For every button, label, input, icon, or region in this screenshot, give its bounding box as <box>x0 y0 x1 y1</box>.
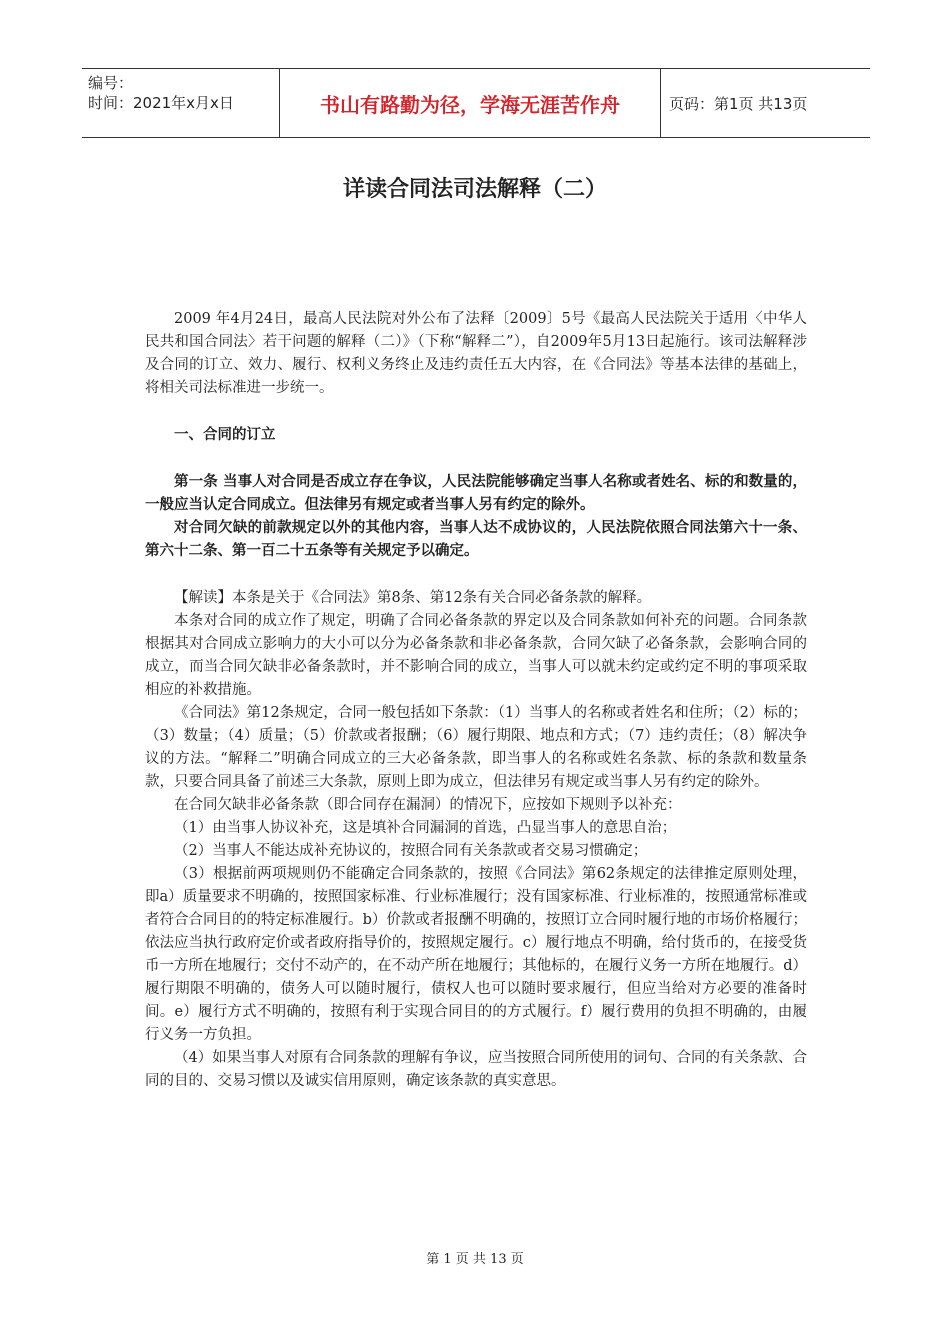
rule-item: （3）根据前两项规则仍不能确定合同条款的，按照《合同法》第62条规定的法律推定原则处理，即a）质量要求不明确的，按照国家标准、行业标准履行；没有国家标准、行业标准的，按照通常标准或者符合合同目的的特定标准履行。b）价款或者报酬不明确的，按照订立合同时履行地的市场价格履行；依法应当执行政府定价或者政府指导价的，按照规定履行。c）履行地点不明确，给付货币的，在接受货币一方所在地履行；交付不动产的，在不动产所在地履行；其他标的，在履行义务一方所在地履行。d）履行期限不明确的，债务人可以随时履行，债权人也可以随时要求履行，但应当给对方必要的准备时间。e）履行方式不明确的，按照有利于实现合同目的的方式履行。f）履行费用的负担不明确的，由履行义务一方负担。 <box>145 866 807 1043</box>
section-heading: 一、合同的订立 <box>174 427 276 443</box>
header-meta <box>82 69 280 137</box>
interpretation-intro: 【解读】本条是关于《合同法》第8条、第12条有关合同必备条款的解释。 <box>174 590 652 606</box>
motto-text: 书山有路勤为径，学海无涯苦作舟 <box>320 92 620 117</box>
page-label: 页码：第1页 共13页 <box>669 94 808 113</box>
interpretation-para: 本条对合同的成立作了规定，明确了合同必备条款的界定以及合同条款如何补充的问题。合同条款根据其对合同成立影响力的大小可以分为必备条款和非必备条款，合同欠缺了必备条款，会影响合同的成立，而当合同欠缺非必备条款时，并不影响合同的成立，当事人可以就未约定或约定不明的事项采取相应的补救措施。 <box>145 613 807 698</box>
number-label: 编号： <box>88 74 134 92</box>
intro-paragraph: 2009 年4月24日，最高人民法院对外公布了法释〔2009〕5号《最高人民法院关于适用〈中华人民共和国合同法〉若干问题的解释（二）》（下称“解释二”），自2009年5月13日起施行。该司法解释涉及合同的订立、效力、履行、权利义务终止及违约责任五大内容，在《合同法》等基本法律的基础上，将相关司法标准进一步统一。 <box>145 311 807 396</box>
page-footer: 第 1 页 共 13 页 <box>426 1252 524 1267</box>
rule-item: （4）如果当事人对原有合同条款的理解有争议，应当按照合同所使用的词句、合同的有关条款、合同的目的、交易习惯以及诚实信用原则，确定该条款的真实意思。 <box>145 1050 807 1089</box>
document-body <box>145 308 807 1093</box>
interpretation-para: 《合同法》第12条规定，合同一般包括如下条款：（1）当事人的名称或者姓名和住所；（2）标的；（3）数量；（4）质量；（5）价款或者报酬；（6）履行期限、地点和方式；（7）违约责任；（8）解决争议的方法。“解释二”明确合同成立的三大必备条款，即当事人的名称或姓名条款、标的条款和数量条款，只要合同具备了前述三大条款，原则上即为成立，但法律另有规定或当事人另有约定的除外。 <box>145 705 807 790</box>
article-1: 第一条 当事人对合同是否成立存在争议，人民法院能够确定当事人名称或者姓名、标的和数量的，一般应当认定合同成立。但法律另有规定或者当事人另有约定的除外。 <box>145 474 807 513</box>
header-motto <box>280 69 661 137</box>
header-page <box>661 69 870 137</box>
article-1-para-2: 对合同欠缺的前款规定以外的其他内容，当事人达不成协议的，人民法院依照合同法第六十一条、第六十二条、第一百二十五条等有关规定予以确定。 <box>145 520 807 559</box>
rule-item: （1）由当事人协议补充，这是填补合同漏洞的首选，凸显当事人的意思自治； <box>174 820 677 836</box>
rule-item: （2）当事人不能达成补充协议的，按照合同有关条款或者交易习惯确定； <box>174 843 648 859</box>
time-label: 时间：2021年x月x日 <box>88 94 234 112</box>
interpretation-para: 在合同欠缺非必备条款（即合同存在漏洞）的情况下，应按如下规则予以补充： <box>174 797 682 813</box>
document-title: 详读合同法司法解释（二） <box>342 177 607 202</box>
page-header <box>82 68 870 138</box>
